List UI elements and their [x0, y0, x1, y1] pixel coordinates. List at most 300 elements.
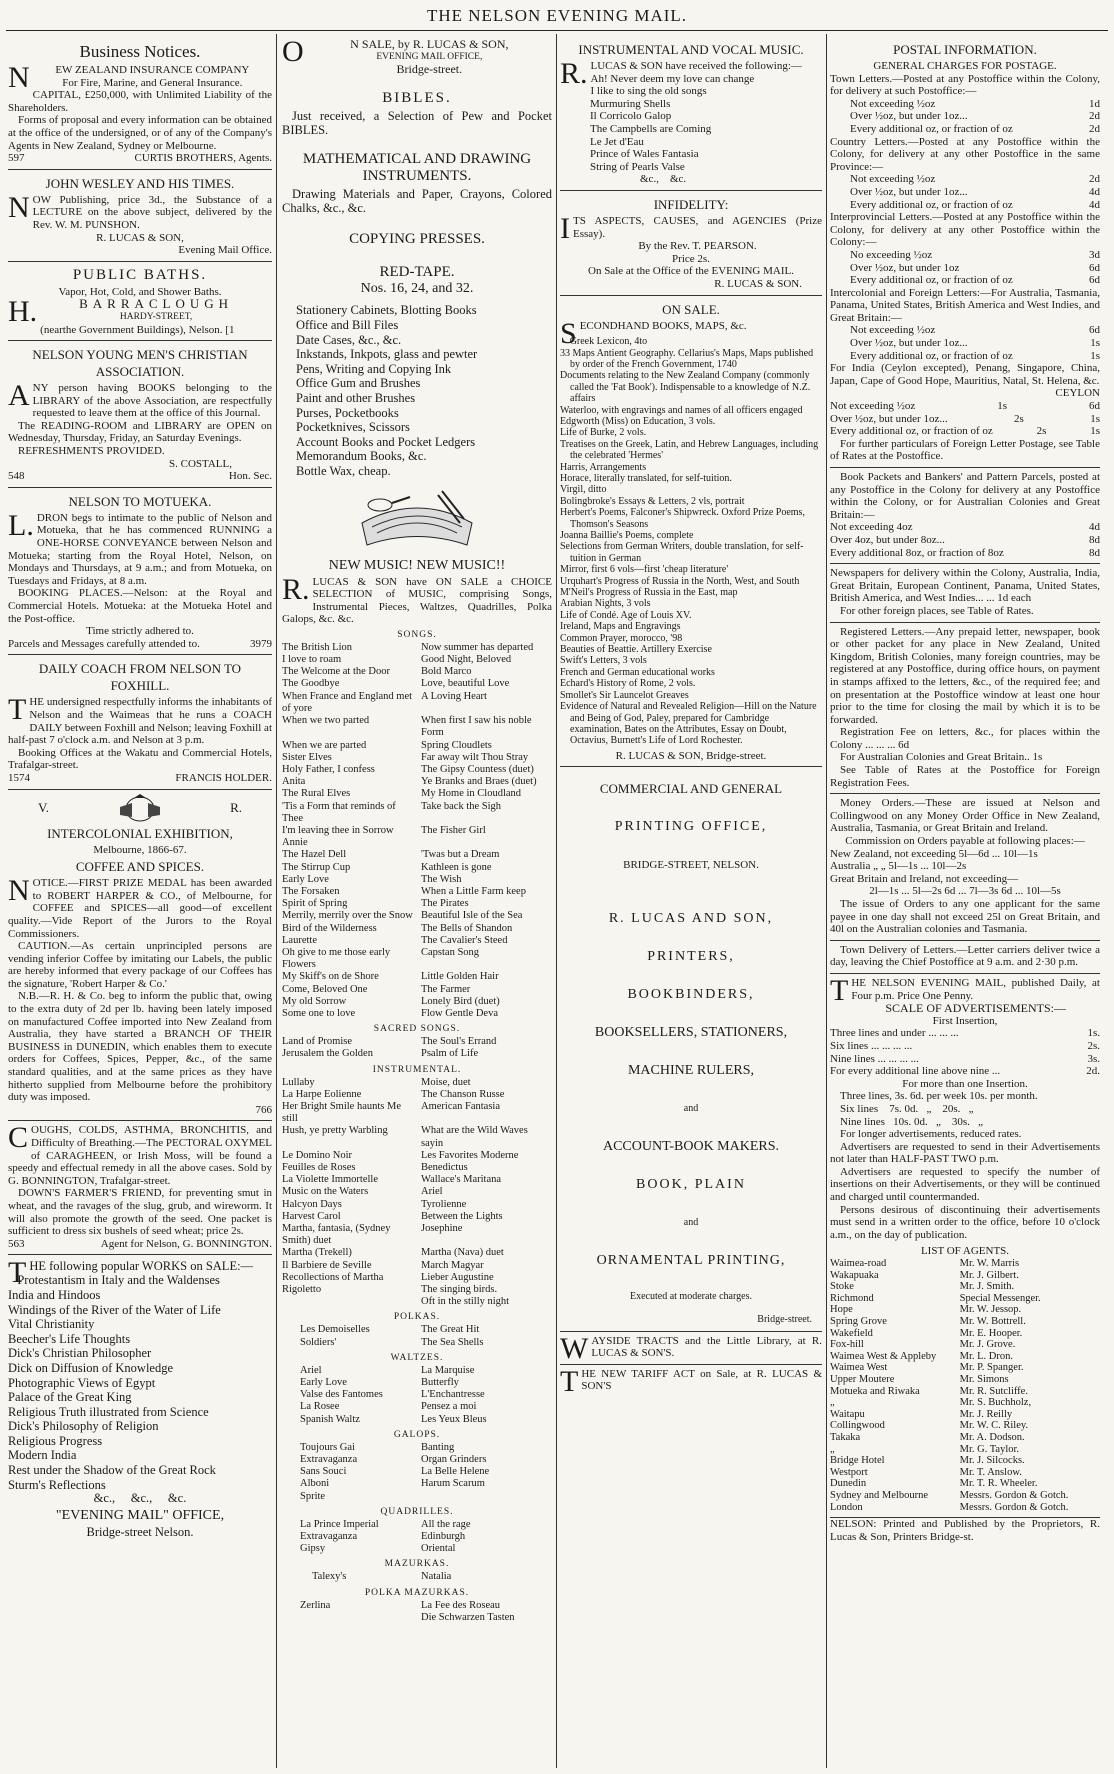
list-item: When we two parted: [282, 715, 370, 727]
ad-line: Executed at moderate charges.: [630, 1291, 752, 1303]
postal-text: Newspapers for delivery within the Colony, Australia, India, Great Britain, European Continent, Panama, United States, British America, and West Indies... ... 1d each: [830, 567, 1100, 605]
ad-line: ACCOUNT-BOOK MAKERS.: [602, 1139, 780, 1155]
list-item: Echard's History of Rome, 2 vols.: [560, 678, 696, 690]
ad-body: For longer advertisements, reduced rates.: [840, 1128, 1022, 1141]
list-item: The Wish: [421, 873, 462, 885]
rate-row: [830, 1490, 1100, 1502]
list-item: Vital Christianity: [8, 1317, 95, 1332]
ad-address: (nearthe Government Buildings), Nelson. [1: [40, 323, 235, 336]
ad-body: NY person having BOOKS belonging to the LIBRARY of the above Association, are respectfully requested to leave them at the office of this Journal.: [32, 382, 272, 420]
rate-row: [850, 249, 1100, 262]
rate-table: [830, 98, 1100, 136]
postal-text: Town Delivery of Letters.—Letter carriers deliver twice a day, leaving the Chief Postoffice at 9 a.m. and 2·30 p.m.: [830, 943, 1100, 969]
rate-row: [830, 1293, 1100, 1305]
postal-text: Book Packets and Bankers' and Pattern Parcels, posted at any Postoffice in the Colony for delivery at any Postoffice within the Colony, or for Australian Colonies and Great Britain:—: [830, 471, 1100, 521]
newspapers: [830, 564, 1100, 622]
rate-row: [850, 350, 1100, 363]
rate-cell: Waimea-road: [830, 1258, 887, 1270]
rate-cell: 3d: [1089, 248, 1100, 261]
list-item: La Prince Imperial: [300, 1518, 379, 1530]
rate-cell: 2s: [1014, 412, 1024, 425]
drop-cap: C: [8, 1121, 29, 1155]
rate-row: [830, 1053, 1100, 1066]
rate-row: [830, 1027, 1100, 1040]
list-item: Pensez a moi: [421, 1401, 477, 1413]
coach-ad: [8, 655, 272, 789]
ad-body: Just received, a Selection of Pew and Pocket BIBLES.: [282, 108, 552, 137]
drop-cap: R.: [560, 57, 588, 90]
list-item: Herbert's Poems, Falconer's Shipwreck. Oxford Prize Poems, Thomson's Seasons: [560, 507, 805, 530]
ad-body: Parcels and Messages carefully attended to.: [8, 637, 200, 650]
list-item: Account Books and Pocket Ledgers: [296, 434, 476, 449]
ad-line: and: [683, 1103, 699, 1115]
postal-text: Great Britain and Ireland, not exceeding—: [830, 872, 1019, 885]
drop-cap: W: [560, 1331, 589, 1365]
music-list: [560, 73, 822, 186]
ad-heading: ON SALE.: [662, 301, 720, 317]
wesley-ad: [8, 170, 272, 262]
rate-cell: Not exceeding ½oz: [850, 173, 936, 186]
list-item: 'Tis a Form that reminds of Thee: [282, 800, 396, 824]
rate-cell: 4d: [1089, 521, 1100, 534]
list-item: Smollet's Sir Launcelot Greaves: [560, 689, 689, 701]
rate-cell: 6d: [1089, 261, 1100, 274]
drop-cap: I: [560, 211, 570, 245]
postal-text: CEYLON: [1055, 387, 1100, 400]
list-item: Horace, literally translated, for self-tuition.: [560, 472, 732, 484]
list-item: 33 Maps Antient Geography. Cellarius's Maps, Maps published by order of the French Government, 1740: [560, 347, 814, 370]
list-item: Prince of Wales Fantasia: [590, 148, 699, 161]
crest-r: R.: [230, 799, 242, 815]
ad-heading: COPYING PRESSES.: [349, 230, 485, 247]
rate-cell: Mr. W. Bottrell.: [959, 1316, 1026, 1327]
rate-cell: Wakapuaka: [830, 1269, 879, 1281]
postal-text: Town Letters.—Posted at any Postoffice within the Colony, for delivery at such Postoffice:—: [830, 72, 1100, 98]
rate-cell: Every additional oz, or fraction of oz: [850, 122, 1013, 135]
ad-rate: Three lines, 3s. 6d. per week 10s. per month.: [840, 1090, 1038, 1103]
list-item: Arabian Nights, 3 vols: [560, 598, 651, 610]
list-item: What are the Wild Waves sayin: [421, 1125, 528, 1149]
drop-cap: R.: [282, 572, 310, 606]
rate-cell: Nine lines ... ... ... ...: [830, 1052, 919, 1065]
ad-intro: HE following popular WORKS on SALE:—: [29, 1259, 254, 1274]
instrumental-ad: [560, 36, 822, 191]
ad-line: ORNAMENTAL PRINTING,: [596, 1253, 786, 1269]
sacred-list: [282, 1036, 552, 1060]
list-item: Josephine: [421, 1223, 463, 1235]
rate-cell: Over ½oz, but under 1oz...: [850, 185, 968, 198]
rate-cell: 1s: [997, 400, 1007, 413]
rate-row: [850, 186, 1100, 199]
list-item: Die Schwarzen Tasten: [421, 1611, 515, 1623]
rate-table: [830, 324, 1100, 362]
rate-row: [850, 98, 1100, 111]
ad-heading: MATHEMATICAL AND DRAWING INSTRUMENTS.: [302, 150, 532, 184]
rate-row: [830, 1270, 1100, 1282]
list-item: Feuilles de Roses: [282, 1162, 356, 1173]
rate-cell: 8d: [1089, 533, 1100, 546]
list-item: Ah! Never deem my love can change: [590, 72, 755, 85]
list-item: [300, 1612, 413, 1624]
secondhand-ad: [560, 296, 822, 768]
registered-letters: [830, 623, 1100, 795]
list-item: Harris, Arrangements: [560, 461, 647, 473]
rate-cell: 2d: [1089, 110, 1100, 123]
rate-cell: 2d: [1089, 173, 1100, 186]
list-item: India and Hindoos: [8, 1287, 101, 1302]
list-item: Evidence of Natural and Revealed Religion—Hill on the Nature and Being of God, Paley, prepared for Cambridge examination, Bates on the Attributes, Essay on Doubt, Octavius, Burnett's Life of Lord Rochester.: [560, 701, 817, 747]
ad-line: PRINTING OFFICE,: [614, 819, 768, 835]
list-item: The Goodbye: [282, 678, 340, 690]
rate-cell: „: [830, 1443, 835, 1455]
list-item: Halcyon Days: [282, 1198, 342, 1210]
list-item: Edinburgh: [421, 1531, 466, 1543]
list-item: The Stirrup Cup: [282, 861, 351, 873]
list-item: I love to roam: [282, 654, 342, 666]
ad-heading: NEW MUSIC! NEW MUSIC!!: [328, 557, 506, 573]
rate-row: [830, 1467, 1100, 1479]
rate-row: [830, 1374, 1100, 1386]
ad-sub: Vapor, Hot, Cold, and Shower Baths.: [58, 285, 222, 298]
list-item: Her Bright Smile haunts Me still: [282, 1100, 401, 1125]
rate-cell: 2d: [1089, 122, 1100, 135]
list-item: Kathleen is gone: [421, 861, 492, 873]
rate-cell: Three lines and under ... ... ...: [830, 1027, 959, 1040]
rate-cell: Mr. S. Buchholz,: [959, 1397, 1032, 1409]
ad-signature: Hon. Sec.: [228, 470, 272, 483]
drop-cap: T: [560, 1364, 579, 1398]
list-item: American Fantasia: [421, 1100, 501, 1112]
postal-text: The issue of Orders to any one applicant for the same payee in one day shall not exceed 25l on Great Britain, and 40l on the Australian colonies and Tasmania.: [830, 898, 1100, 936]
list-item: Pocketknives, Scissors: [296, 420, 410, 435]
list-item: Between the Lights: [421, 1210, 503, 1222]
rate-row: [830, 1258, 1100, 1270]
rate-cell: Mr. J. Gilbert.: [959, 1269, 1019, 1281]
rate-cell: 1s: [1090, 412, 1100, 425]
list-item: Life of Burke, 2 vols.: [560, 427, 647, 439]
rate-cell: „: [830, 1397, 835, 1409]
list-item: The Welcome at the Door: [282, 666, 391, 678]
list-item: Tyrolienne: [421, 1198, 467, 1210]
list-item: Butterfly: [421, 1377, 459, 1389]
list-item: Pens, Writing and Copying Ink: [296, 361, 452, 376]
list-item: Treatises on the Greek, Latin, and Hebrew Languages, including the celebrated 'Hermes': [560, 438, 819, 462]
list-item: Swift's Letters, 3 vols: [560, 655, 647, 667]
royal-crest-icon: [112, 793, 168, 823]
rate-cell: 1s: [1090, 349, 1100, 362]
list-item: Some one to love: [282, 1007, 356, 1019]
rate-row: [830, 534, 1100, 547]
wayside-ad: [560, 1332, 822, 1365]
drop-cap: N: [8, 190, 30, 224]
list-item: The Great Hit: [421, 1324, 480, 1336]
rate-cell: Six lines ... ... ... ...: [830, 1039, 913, 1052]
drop-cap: H.: [8, 295, 38, 329]
list-item: Oft in the stilly night: [421, 1296, 510, 1308]
list-item: Stationery Cabinets, Blotting Books: [296, 303, 477, 318]
list-item: Zerlina: [300, 1599, 331, 1611]
list-item: Good Night, Beloved: [421, 654, 512, 666]
rate-table: [830, 249, 1100, 287]
rate-cell: Westport: [830, 1466, 868, 1478]
ad-sub: SCALE OF ADVERTISEMENTS:—: [885, 1001, 1066, 1016]
insurance-ad: [8, 36, 272, 170]
list-item: Dick's Christian Philosopher: [8, 1346, 152, 1361]
list-item: Les Favorites Moderne: [421, 1149, 519, 1161]
list-item: Bird of the Wilderness: [282, 922, 377, 934]
rate-cell: Messrs. Gordon & Gotch.: [959, 1489, 1069, 1501]
list-item: Moise, duet: [421, 1076, 471, 1088]
ad-line: BRIDGE-STREET, NELSON.: [623, 859, 759, 872]
list-item: My old Sorrow: [282, 995, 347, 1007]
rate-cell: Waitapu: [830, 1408, 865, 1420]
rate-row: [850, 337, 1100, 350]
rate-cell: Mr. J. Grove.: [959, 1339, 1016, 1351]
ad-line: PRINTERS,: [647, 949, 735, 965]
list-item: Martha (Nava) duet: [421, 1247, 504, 1259]
list-item: The Fisher Girl: [421, 824, 486, 836]
list-item: Extravaganza: [300, 1454, 358, 1466]
list-item: Extravaganza: [300, 1531, 358, 1543]
ad-heading: COFFEE AND SPICES.: [75, 859, 205, 875]
list-item: Virgil, ditto: [560, 484, 607, 496]
postal-text: Commission on Orders payable at following places:—: [845, 835, 1085, 848]
rate-row: [830, 400, 1100, 413]
ad-line: R. LUCAS AND SON,: [608, 911, 774, 927]
ad-heading: NELSON YOUNG MEN'S CHRISTIAN ASSOCIATION.: [32, 347, 248, 380]
ad-signature: S. COSTALL,: [169, 457, 232, 470]
list-item: Life of Condé. Age of Louis XV.: [560, 609, 692, 621]
postal-text: Registered Letters.—Any prepaid letter, newspaper, book or other packet for any place in New Zealand, United Kingdom, British Colonies, many foreign countries, may be registered at any Postoffice, during office hours, on payment in stamps affixed to the letters, &c., of the required fee; and on presentation at the Postoffice window at least one hour prior to the time for closing the mail by which it is to be forwarded.: [830, 625, 1100, 726]
postal-text: Australia „ „ 5l—1s ... 10l—2s: [830, 860, 967, 873]
rate-row: [830, 425, 1100, 438]
list-item: Wallace's Maritana: [421, 1174, 502, 1186]
rate-cell: Upper Moutere: [830, 1373, 895, 1385]
ad-heading: POSTAL INFORMATION.: [893, 42, 1037, 57]
rate-row: [830, 1316, 1100, 1328]
list-item: Lonely Bird (duet): [421, 995, 500, 1007]
list-item: A Loving Heart: [421, 690, 487, 702]
drop-cap: T: [8, 1256, 27, 1290]
rate-row: [850, 173, 1100, 186]
stationery-list: [282, 303, 552, 478]
rate-cell: Messrs. Gordon & Gotch.: [959, 1501, 1069, 1513]
column-2: [282, 36, 552, 1768]
ad-line: For Fire, Marine, and General Insurance.: [62, 76, 243, 89]
column-rule: [556, 34, 557, 1768]
rate-cell: Dunedin: [830, 1478, 867, 1490]
baths-ad: [8, 262, 272, 341]
list-item: Early Love: [282, 873, 329, 885]
rate-cell: Waimea West: [830, 1362, 888, 1374]
list-item: [421, 1491, 534, 1503]
column-rule: [276, 34, 277, 1768]
list-item: Religious Truth illustrated from Science: [8, 1404, 209, 1419]
list-item: Organ Grinders: [421, 1454, 487, 1466]
list-item: Greek Lexicon, 4to: [569, 336, 648, 348]
rate-cell: Mr. W. C. Riley.: [959, 1420, 1029, 1432]
column-1: [8, 36, 272, 1768]
list-item: Sprite: [300, 1490, 326, 1502]
motueka-ad: [8, 488, 272, 656]
ad-line: Forms of proposal and every information can be obtained at the office of the undersigned, or of any of the Company's Agents in New Zealand, Sydney or Melbourne.: [8, 114, 272, 152]
rate-table: [830, 521, 1100, 559]
ad-body: AYSIDE TRACTS and the Little Library, at R. LUCAS & SON'S.: [591, 1334, 822, 1360]
rate-cell: 4d: [1089, 185, 1100, 198]
ad-number: 548: [8, 470, 25, 483]
list-item: Il Barbiere de Seville: [282, 1259, 372, 1271]
ad-body: REFRESHMENTS PROVIDED.: [18, 445, 165, 458]
drop-cap: N: [8, 61, 30, 94]
list-item: The Campbells are Coming: [590, 122, 712, 135]
list-item: Edgworth (Miss) on Education, 3 vols.: [560, 415, 716, 427]
list-item: Toujours Gai: [300, 1441, 355, 1453]
list-item: Palace of the Great King: [8, 1390, 132, 1405]
list-item: La Belle Helene: [421, 1466, 490, 1478]
ad-body: Booking Offices at the Wakatu and Commercial Hotels, Trafalgar-street.: [8, 746, 272, 772]
list-item: Benedictus: [421, 1162, 468, 1173]
crest-v: V.: [38, 799, 49, 815]
rate-cell: Takaka: [830, 1431, 861, 1443]
postal-text: See Table of Rates at the Postoffice for Foreign Registration Fees.: [830, 764, 1100, 789]
rate-row: [830, 1304, 1100, 1316]
rate-cell: 2s: [1036, 425, 1047, 438]
rate-row: [830, 1386, 1100, 1398]
ad-body: By the Rev. T. PEARSON.: [638, 240, 757, 253]
ad-signature: Agent for Nelson, G. BONNINGTON.: [100, 1237, 272, 1250]
list-item: Take back the Sigh: [421, 800, 502, 812]
list-item: Les Demoiselles: [300, 1324, 370, 1336]
list-item: The Chanson Russe: [421, 1088, 505, 1100]
rate-cell: For every additional line above nine ...: [830, 1065, 1001, 1078]
rate-cell: 1d: [1089, 97, 1100, 110]
ymca-ad: [8, 341, 272, 488]
list-item: Far away wilt Thou Stray: [421, 751, 529, 763]
list-heading: QUADRILLES.: [380, 1506, 454, 1517]
list-item: When France and England met of yore: [282, 690, 413, 714]
list-item: 'Twas but a Dream: [421, 849, 500, 861]
ad-sub: First Insertion,: [932, 1014, 998, 1027]
masthead: THE NELSON EVENING MAIL.: [426, 6, 688, 25]
list-item: Dick on Diffusion of Knowledge: [8, 1360, 174, 1375]
list-item: Love, beautiful Love: [421, 678, 510, 690]
works-ad: [8, 1255, 272, 1538]
rate-cell: Mr. L. Dron.: [959, 1350, 1013, 1362]
town-delivery: [830, 941, 1100, 974]
rate-cell: 6d: [1089, 324, 1100, 337]
list-item: Ireland, Maps and Engravings: [560, 621, 681, 633]
rate-row: [830, 521, 1100, 534]
rate-cell: Mr. G. Taylor.: [959, 1443, 1020, 1455]
list-item: Waterloo, with engravings and names of all officers engaged: [560, 404, 803, 416]
rate-cell: Sydney and Melbourne: [830, 1489, 928, 1501]
instrumental-list: [282, 1077, 552, 1309]
ad-body: OW Publishing, price 3d., the Substance of a LECTURE on the above subject, delivered by the Rev. W. M. PUNSHON.: [32, 193, 272, 231]
rate-row: [850, 199, 1100, 212]
ad-body: Time strictly adhered to.: [86, 625, 194, 638]
ad-signature: R. LUCAS & SON.: [714, 277, 802, 290]
list-item: Murmuring Shells: [590, 97, 671, 110]
ad-body: Advertisers are requested to specify the number of insertions on their Advertisements, or they will be continued and charged until countermanded.: [830, 1165, 1100, 1204]
list-item: Ariel: [421, 1186, 443, 1198]
rate-row: [830, 1478, 1100, 1490]
ad-body: DOWN'S FARMER'S FRIEND, for preventing smut in wheat, and the ravages of the slug, grub, and wireworm. It will also promote the growth of the seed. One packet is sufficient to dress six bushels of seed wheat; price 2s.: [8, 1187, 272, 1238]
ad-street: Bridge-street Nelson.: [86, 1524, 194, 1539]
rate-cell: Mr. J. Smith.: [959, 1281, 1015, 1293]
rate-cell: Over ½oz, but under 1oz...: [830, 412, 948, 425]
rate-cell: Mr. W. Marris: [959, 1258, 1020, 1270]
drop-cap: S: [560, 316, 577, 350]
ad-body: LUCAS & SON have ON SALE a CHOICE SELECTION of MUSIC, comprising Songs, Instrumental Pieces, Waltzes, Quadrilles, Polka Galops, &c. &c.: [282, 575, 552, 626]
list-item: L'Enchantresse: [421, 1389, 485, 1401]
list-item: Anita: [282, 776, 306, 788]
rate-cell: Over ½oz, but under 1oz: [850, 261, 960, 274]
ad-line: MACHINE RULERS,: [627, 1063, 754, 1079]
list-item: The Gipsy Countess (duet): [421, 763, 534, 775]
rate-row: [830, 1420, 1100, 1432]
ad-number: 1574: [8, 771, 30, 784]
rate-row: [850, 123, 1100, 136]
list-item: Early Love: [300, 1377, 347, 1389]
list-item: The Farmer: [421, 983, 471, 995]
ad-number: 597: [8, 152, 25, 165]
list-item: Alboni: [300, 1478, 330, 1490]
postal-text: Money Orders.—These are issued at Nelson and Collingwood on any Money Order Office in New Zealand, Australia, Tasmania, or Great Britain and Ireland.: [830, 797, 1100, 835]
ad-body: Drawing Materials and Paper, Crayons, Colored Chalks, &c., &c.: [282, 186, 552, 215]
rate-cell: Waimea West & Appleby: [830, 1350, 937, 1362]
ad-etc: &c., &c., &c.: [93, 1491, 187, 1506]
postal-text: For other foreign places, see Table of Rates.: [840, 604, 1034, 617]
tariff-ad: [560, 1364, 822, 1398]
ad-rate: Six lines 7s. 0d. „ 20s. „: [840, 1102, 974, 1115]
ad-line: BOOKSELLERS, STATIONERS,: [594, 1025, 788, 1041]
list-item: Paint and other Brushes: [296, 390, 416, 405]
drop-cap: A: [8, 379, 30, 413]
rate-row: [850, 262, 1100, 275]
list-item: I'm leaving thee in Sorrow Annie: [282, 824, 394, 849]
rate-cell: Mr. Simons: [959, 1373, 1009, 1385]
list-item: Le Domino Noir: [282, 1149, 352, 1161]
list-item: Jerusalem the Golden: [282, 1048, 373, 1060]
rate-row: [850, 274, 1100, 287]
rate-cell: 2d.: [1086, 1065, 1100, 1078]
rate-cell: Wakefield: [830, 1327, 873, 1339]
list-item: Sans Souci: [300, 1466, 347, 1478]
ad-body: On Sale at the Office of the EVENING MAIL.: [588, 265, 794, 278]
list-item: Lieber Augustine: [421, 1271, 494, 1283]
ad-heading: PUBLIC BATHS.: [72, 266, 208, 283]
rate-row: [830, 413, 1100, 426]
book-packets: [830, 468, 1100, 564]
ad-heading: COMMERCIAL AND GENERAL: [599, 781, 783, 797]
list-item: Psalm of Life: [421, 1048, 479, 1060]
list-item: Ariel: [300, 1364, 322, 1376]
rate-cell: 1s: [1090, 425, 1100, 438]
rate-cell: Stoke: [830, 1281, 854, 1293]
ad-line: Bridge-street.: [396, 62, 463, 77]
column-4: [830, 36, 1100, 1768]
list-item: Joanna Baillie's Poems, complete: [560, 530, 694, 541]
polka-mazurkas-list: [282, 1600, 552, 1624]
list-item: Dick's Philosophy of Religion: [8, 1419, 159, 1434]
infidelity-ad: [560, 191, 822, 296]
rate-row: [850, 324, 1100, 337]
rate-cell: Not exceeding ½oz: [850, 97, 936, 110]
ad-signature: R. LUCAS & SON,: [96, 231, 184, 244]
rate-cell: 4d: [1089, 198, 1100, 211]
list-item: Lullaby: [282, 1076, 315, 1088]
drop-cap: T: [830, 973, 849, 1007]
